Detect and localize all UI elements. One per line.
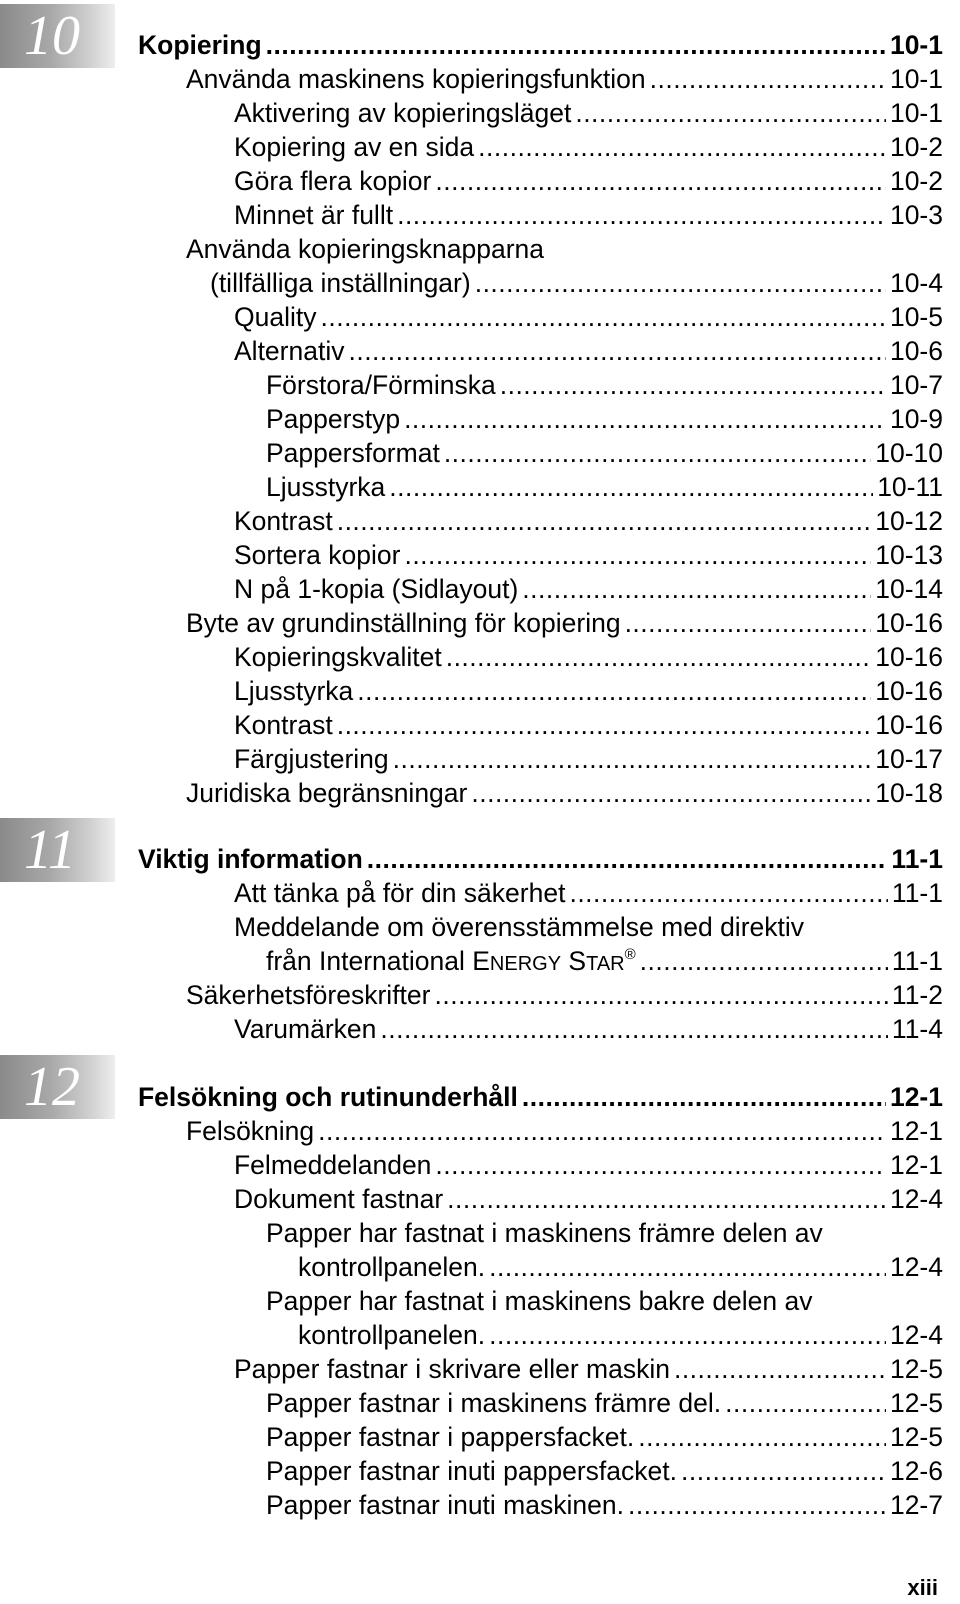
entry-title: Pappersformat — [266, 438, 440, 468]
toc-entry[interactable] — [234, 876, 943, 910]
entry-page: 12-7 — [889, 1490, 943, 1520]
dot-leader — [380, 1012, 888, 1046]
entry-page: 10-18 — [875, 778, 943, 808]
dot-leader — [435, 1148, 886, 1182]
dot-leader — [367, 842, 888, 876]
dot-leader — [625, 606, 872, 640]
entry-page: 10-3 — [889, 200, 943, 230]
toc-entry[interactable] — [266, 1386, 943, 1420]
dot-leader — [489, 1250, 886, 1284]
entry-page: 12-4 — [889, 1252, 943, 1282]
entry-title: Kontrast — [234, 506, 333, 536]
entry-title: Felmeddelanden — [234, 1150, 432, 1180]
dot-leader — [471, 776, 871, 810]
toc-entry[interactable] — [234, 674, 943, 708]
entry-page: 10-5 — [889, 302, 943, 332]
entry-title: Ljusstyrka — [266, 472, 386, 502]
toc-entry[interactable] — [234, 1148, 943, 1182]
dot-leader — [337, 504, 872, 538]
dot-leader — [628, 1488, 886, 1522]
toc-entry[interactable] — [266, 368, 943, 402]
toc-entry[interactable] — [234, 742, 943, 776]
entry-title: Ljusstyrka — [234, 676, 354, 706]
toc-entry[interactable] — [266, 1420, 943, 1454]
dot-leader — [640, 944, 888, 978]
toc-entry[interactable] — [234, 504, 943, 538]
toc-entry[interactable] — [298, 1318, 943, 1352]
entry-page: 12-6 — [889, 1456, 943, 1486]
entry-title: Alternativ — [234, 336, 345, 366]
dot-leader — [446, 640, 872, 674]
toc-entry[interactable] — [186, 1114, 943, 1148]
dot-leader — [638, 1420, 886, 1454]
dot-leader — [435, 164, 886, 198]
chapter-12-tab — [0, 1055, 115, 1119]
entry-title: Använda maskinens kopieringsfunktion — [186, 64, 646, 94]
toc-entry[interactable] — [234, 1012, 943, 1046]
entry-title: Papper fastnar i pappersfacket. — [266, 1422, 635, 1452]
toc-entry[interactable] — [234, 334, 943, 368]
chapter-number: 11 — [24, 819, 76, 881]
dot-leader — [575, 96, 886, 130]
entry-page: 11-1 — [891, 878, 943, 908]
toc-entry[interactable] — [266, 944, 943, 978]
toc-entry[interactable] — [186, 978, 943, 1012]
dot-leader — [266, 28, 886, 62]
entry-page: 10-13 — [875, 540, 943, 570]
entry-title: Kopieringskvalitet — [234, 642, 442, 672]
dot-leader — [522, 572, 871, 606]
entry-page: 10-16 — [875, 608, 943, 638]
entry-title: Papper fastnar i maskinens främre del. — [266, 1388, 722, 1418]
entry-title: kontrollpanelen. — [298, 1252, 486, 1282]
dot-leader — [389, 470, 873, 504]
dot-leader — [447, 1182, 886, 1216]
entry-page: 10-17 — [875, 744, 943, 774]
entry-page: 10-1 — [889, 64, 943, 94]
toc-entry[interactable] — [234, 198, 943, 232]
entry-title: Papperstyp — [266, 404, 401, 434]
registered-mark: ® — [624, 946, 636, 963]
entry-page: 10-16 — [875, 642, 943, 672]
chapter-number: 10 — [24, 5, 80, 67]
toc-entry[interactable] — [186, 776, 943, 810]
toc-entry[interactable] — [186, 606, 943, 640]
entry-title: Att tänka på för din säkerhet — [234, 878, 566, 908]
toc-entry[interactable] — [234, 130, 943, 164]
toc-chapter-heading[interactable] — [138, 1080, 943, 1114]
dot-leader — [318, 1114, 886, 1148]
page-number: xiii — [907, 1575, 938, 1600]
entry-title-part: S — [561, 946, 587, 976]
dot-leader — [522, 1080, 886, 1114]
toc-chapter-heading[interactable] — [138, 842, 943, 876]
dot-leader — [320, 300, 885, 334]
toc-entry[interactable] — [266, 1454, 943, 1488]
entry-title: Kopiering av en sida — [234, 132, 475, 162]
entry-title: Juridiska begränsningar — [186, 778, 468, 808]
entry-page: 10-1 — [889, 30, 943, 60]
toc-entry[interactable] — [234, 640, 943, 674]
dot-leader — [348, 334, 885, 368]
toc-entry[interactable] — [234, 1182, 943, 1216]
entry-page: 10-14 — [875, 574, 943, 604]
dot-leader — [674, 1352, 886, 1386]
entry-title: Viktig information — [138, 844, 363, 874]
entry-page: 11-1 — [891, 946, 943, 976]
dot-leader — [681, 1454, 886, 1488]
toc-entry[interactable] — [186, 62, 943, 96]
dot-leader — [444, 436, 871, 470]
dot-leader — [478, 130, 886, 164]
dot-leader — [393, 742, 872, 776]
dot-leader — [357, 674, 871, 708]
entry-title-part: från International E — [266, 946, 490, 976]
dot-leader — [397, 198, 886, 232]
entry-title: Säkerhetsföreskrifter — [186, 980, 431, 1010]
dot-leader — [337, 708, 872, 742]
entry-title: Aktivering av kopieringsläget — [234, 98, 572, 128]
entry-title: Papper fastnar inuti pappersfacket. — [266, 1456, 677, 1486]
toc-chapter-heading[interactable] — [138, 28, 943, 62]
entry-page: 10-16 — [875, 710, 943, 740]
chapter-11-tab — [0, 818, 115, 882]
entry-title: Varumärken — [234, 1014, 377, 1044]
entry-title: Göra flera kopior — [234, 166, 432, 196]
entry-page: 12-4 — [889, 1184, 943, 1214]
toc-entry[interactable] — [298, 1250, 943, 1284]
entry-page: 10-16 — [875, 676, 943, 706]
dot-leader — [725, 1386, 886, 1420]
entry-title — [266, 944, 636, 981]
toc-entry[interactable] — [234, 572, 943, 606]
entry-page: 12-1 — [889, 1082, 943, 1112]
entry-page: 12-5 — [889, 1354, 943, 1384]
entry-page: 10-10 — [875, 438, 943, 468]
entry-title: Kontrast — [234, 710, 333, 740]
entry-title: Papper fastnar inuti maskinen. — [266, 1490, 624, 1520]
toc-entry[interactable] — [234, 538, 943, 572]
entry-page: 11-4 — [891, 1014, 943, 1044]
entry-title: Minnet är fullt — [234, 200, 394, 230]
entry-page: 11-1 — [891, 844, 943, 874]
dot-leader — [500, 368, 886, 402]
entry-title: Kopiering — [138, 30, 262, 60]
dot-leader — [569, 876, 887, 910]
entry-title: Färgjustering — [234, 744, 389, 774]
entry-page: 10-11 — [877, 472, 943, 502]
toc-entry[interactable] — [234, 708, 943, 742]
toc-entry-title-line1[interactable]: Meddelande om överensstämmelse med direktiv — [234, 912, 805, 942]
entry-title: Felsökning — [186, 1116, 315, 1146]
small-caps-part: NERGY — [489, 953, 562, 975]
entry-page: 12-1 — [889, 1150, 943, 1180]
toc-entry[interactable] — [234, 96, 943, 130]
entry-title: Förstora/Förminska — [266, 370, 496, 400]
entry-page: 12-5 — [889, 1422, 943, 1452]
entry-title: Felsökning och rutinunderhåll — [138, 1082, 518, 1112]
chapter-number: 12 — [24, 1056, 80, 1118]
toc-entry[interactable] — [234, 1352, 943, 1386]
entry-title: Byte av grundinställning för kopiering — [186, 608, 621, 638]
dot-leader — [404, 402, 886, 436]
toc-entry[interactable] — [210, 266, 943, 300]
toc-entry[interactable] — [234, 300, 943, 334]
dot-leader — [404, 538, 871, 572]
entry-page: 10-6 — [889, 336, 943, 366]
dot-leader — [650, 62, 886, 96]
entry-title: Sortera kopior — [234, 540, 401, 570]
dot-leader — [475, 266, 886, 300]
toc-entry-title-line1[interactable]: Använda kopieringsknapparna — [186, 234, 545, 264]
entry-page: 10-4 — [889, 268, 943, 298]
entry-page: 12-4 — [889, 1320, 943, 1350]
entry-page: 12-1 — [889, 1116, 943, 1146]
toc-entry[interactable] — [266, 436, 943, 470]
dot-leader — [489, 1318, 886, 1352]
toc-entry-title-line1[interactable]: Papper har fastnat i maskinens främre delen av — [266, 1218, 823, 1248]
toc-entry[interactable] — [234, 164, 943, 198]
entry-page: 10-9 — [889, 404, 943, 434]
entry-title: Dokument fastnar — [234, 1184, 444, 1214]
small-caps-part: TAR — [586, 953, 625, 975]
entry-page: 12-5 — [889, 1388, 943, 1418]
entry-page: 11-2 — [891, 980, 943, 1010]
entry-title: N på 1-kopia (Sidlayout) — [234, 574, 519, 604]
toc-entry[interactable] — [266, 470, 943, 504]
entry-page: 10-2 — [889, 166, 943, 196]
entry-page: 10-12 — [875, 506, 943, 536]
entry-title: Papper fastnar i skrivare eller maskin — [234, 1354, 670, 1384]
entry-title: Quality — [234, 302, 317, 332]
entry-page: 10-2 — [889, 132, 943, 162]
entry-title: kontrollpanelen. — [298, 1320, 486, 1350]
toc-entry[interactable] — [266, 402, 943, 436]
dot-leader — [434, 978, 887, 1012]
entry-title: (tillfälliga inställningar) — [210, 268, 471, 298]
toc-entry[interactable] — [266, 1488, 943, 1522]
chapter-10-tab — [0, 4, 115, 68]
toc-entry-title-line1[interactable]: Papper har fastnat i maskinens bakre delen av — [266, 1286, 813, 1316]
entry-page: 10-1 — [889, 98, 943, 128]
entry-page: 10-7 — [889, 370, 943, 400]
